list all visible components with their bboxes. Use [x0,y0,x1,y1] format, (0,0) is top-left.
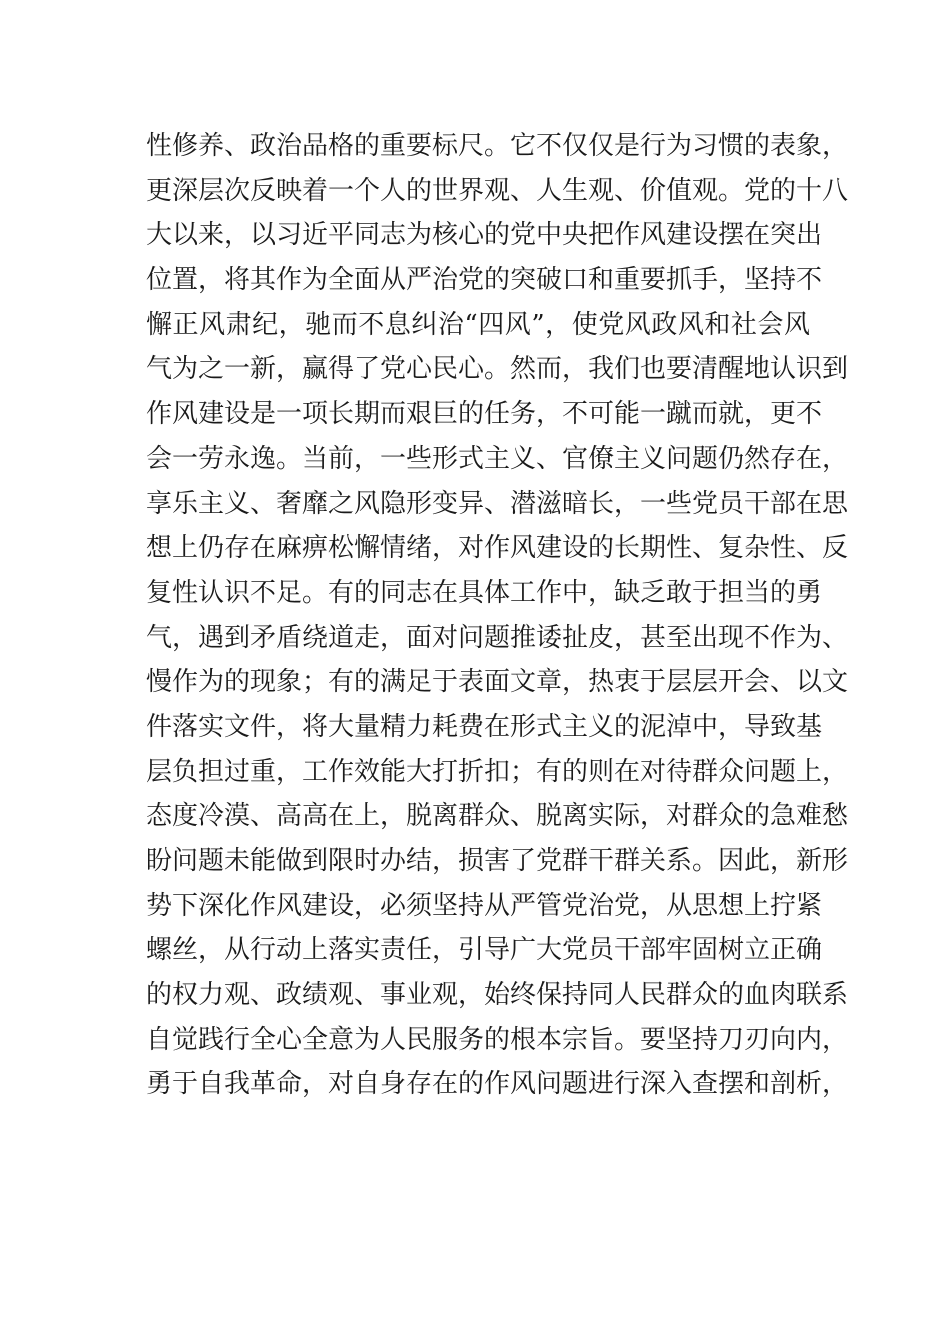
text-line: 慢作为的现象；有的满足于表面文章，热衷于层层开会、以文 [146,667,849,698]
text-line: 盼问题未能做到限时办结，损害了党群干群关系。因此，新形 [146,846,849,876]
text-line: 性修养、政治品格的重要标尺。它不仅仅是行为习惯的表象， [146,131,849,161]
text-line: 大以来，以习近平同志为核心的党中央把作风建设摆在突出 [146,220,823,251]
text-line: 的权力观、政绩观、事业观，始终保持同人民群众的血肉联系 [146,980,849,1011]
text-line: 想上仍存在麻痹松懈情绪，对作风建设的长期性、复杂性、反 [146,533,849,564]
text-line: 更深层次反映着一个人的世界观、人生观、价值观。党的十八 [146,175,849,206]
text-line: 气，遇到矛盾绕道走，面对问题推诿扯皮，甚至出现不作为、 [146,622,849,653]
text-line: 复性认识不足。有的同志在具体工作中，缺乏敢于担当的勇 [146,577,823,608]
text-line: 螺丝，从行动上落实责任，引导广大党员干部牢固树立正确 [146,935,823,966]
text-line: 势下深化作风建设，必须坚持从严管党治党，从思想上拧紧 [146,890,823,921]
text-line: 作风建设是一项长期而艰巨的任务，不可能一蹴而就，更不 [146,399,823,430]
text-line: 懈正风肃纪，驰而不息纠治“四风”，使党风政风和社会风 [146,309,810,340]
text-line: 位置，将其作为全面从严治党的突破口和重要抓手，坚持不 [146,265,823,296]
text-line: 件落实文件，将大量精力耗费在形式主义的泥淖中，导致基 [146,711,823,742]
text-line: 自觉践行全心全意为人民服务的根本宗旨。要坚持刀刃向内， [146,1024,849,1055]
text-line: 勇于自我革命，对自身存在的作风问题进行深入查摆和剖析， [146,1069,849,1100]
text-line: 会一劳永逸。当前，一些形式主义、官僚主义问题仍然存在， [146,443,849,474]
text-line: 气为之一新，赢得了党心民心。然而，我们也要清醒地认识到 [146,354,849,385]
text-line: 态度冷漠、高高在上，脱离群众、脱离实际，对群众的急难愁 [146,801,849,832]
text-line: 享乐主义、奢靡之风隐形变异、潜滋暗长，一些党员干部在思 [146,488,849,519]
text-line: 层负担过重，工作效能大打折扣；有的则在对待群众问题上， [146,756,849,787]
body-paragraph [146,124,849,1107]
